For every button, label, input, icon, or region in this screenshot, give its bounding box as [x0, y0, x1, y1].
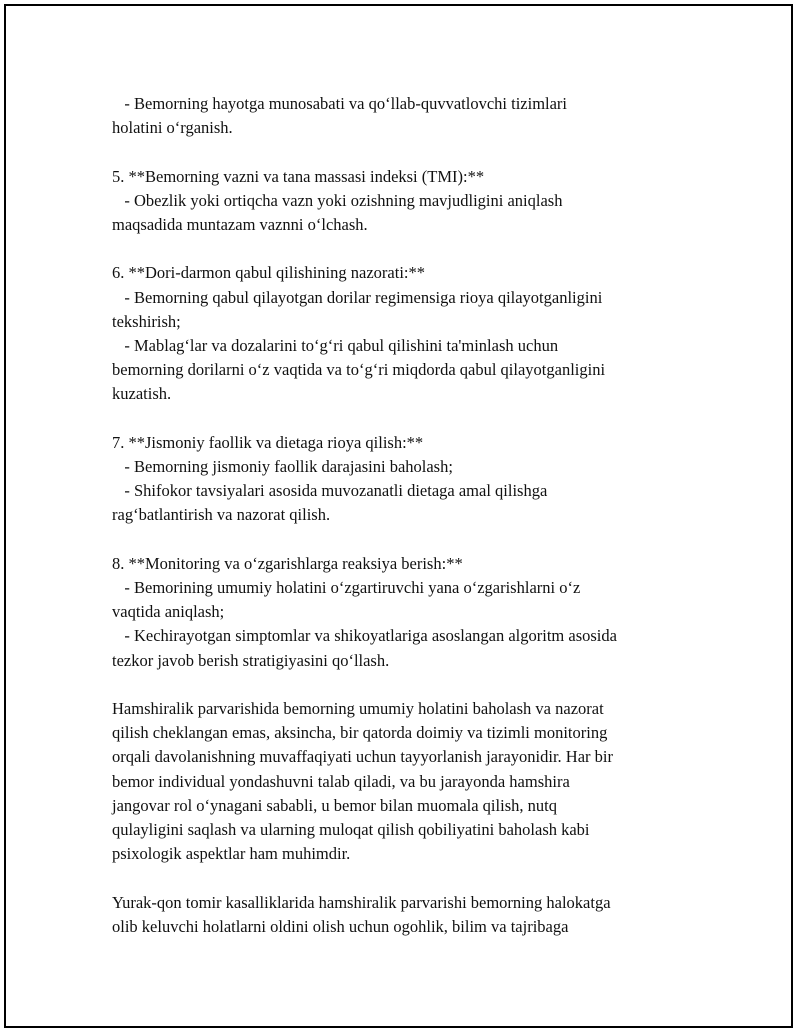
text-line: - Bemorning qabul qilayotgan dorilar regimensiga rioya qilayotganligini	[112, 287, 603, 307]
text-line: - Bemorining umumiy holatini o‘zgartiruvchi yana o‘zgarishlarni o‘z	[112, 578, 581, 597]
text-line: vaqtida aniqlash;	[112, 602, 225, 622]
text-line: Yurak-qon tomir kasalliklarida hamshiralik parvarishi bemorning halokatga	[112, 892, 611, 912]
text-line: rag‘batlantirish va nazorat qilish.	[112, 505, 331, 525]
text-line: maqsadida muntazam vaznni o‘lchash.	[112, 215, 368, 234]
text-line: bemorning dorilarni o‘z vaqtida va to‘g‘ri miqdorda qabul qilayotganligini	[112, 360, 606, 380]
text-line: - Bemorning hayotga munosabati va qo‘llab-quvvatlovchi tizimlari	[112, 94, 568, 113]
section-heading: 8. **Monitoring va o‘zgarishlarga reaksiya berish:**	[112, 553, 463, 573]
text-line: qulayligini saqlash va ularning muloqat qilish qobiliyatini baholash kabi	[112, 820, 590, 840]
text-line: - Obezlik yoki ortiqcha vazn yoki ozishning mavjudligini aniqlash	[112, 190, 563, 210]
text-line: jangovar rol o‘ynagani sababli, u bemor bilan muomala qilish, nutq	[112, 795, 557, 815]
text-line: tezkor javob berish stratigiyasini qo‘llash.	[112, 650, 390, 670]
text-line: olib keluvchi holatlarni oldini olish uchun ogohlik, bilim va tajribaga	[112, 916, 569, 936]
text-line: - Bemorning jismoniy faollik darajasini baholash;	[112, 457, 453, 476]
text-line: - Mablag‘lar va dozalarini to‘g‘ri qabul qilishini ta'minlash uchun	[112, 336, 559, 355]
paragraph-1	[112, 92, 692, 140]
text-line: qilish cheklangan emas, aksincha, bir qatorda doimiy va tizimli monitoring	[112, 723, 608, 743]
paragraph-2	[112, 165, 692, 238]
text-line: tekshirish;	[112, 311, 181, 331]
text-line: holatini o‘rganish.	[112, 118, 233, 138]
section-heading: 7. **Jismoniy faollik va dietaga rioya qilish:**	[112, 432, 424, 452]
text-line: bemor individual yondashuvni talab qiladi, va bu jarayonda hamshira	[112, 771, 570, 791]
paragraph-5	[112, 552, 692, 673]
text-line: kuzatish.	[112, 384, 172, 404]
section-heading: 6. **Dori-darmon qabul qilishining nazorati:**	[112, 263, 425, 283]
text-line: Hamshiralik parvarishida bemorning umumiy holatini baholash va nazorat	[112, 699, 604, 718]
text-line: - Kechirayotgan simptomlar va shikoyatlariga asoslangan algoritm asosida	[112, 626, 617, 646]
text-line: orqali davolanishning muvaffaqiyati uchun tayyorlanish jarayonidir. Har bir	[112, 747, 613, 767]
paragraph-6	[112, 697, 692, 866]
text-line: psixologik aspektlar ham muhimdir.	[112, 844, 351, 864]
document-body	[112, 92, 692, 939]
section-heading: 5. **Bemorning vazni va tana massasi indeksi (TMI):**	[112, 166, 485, 186]
paragraph-4	[112, 431, 692, 528]
paragraph-3	[112, 261, 692, 406]
text-line: - Shifokor tavsiyalari asosida muvozanatli dietaga amal qilishga	[112, 481, 548, 501]
paragraph-7	[112, 891, 692, 939]
